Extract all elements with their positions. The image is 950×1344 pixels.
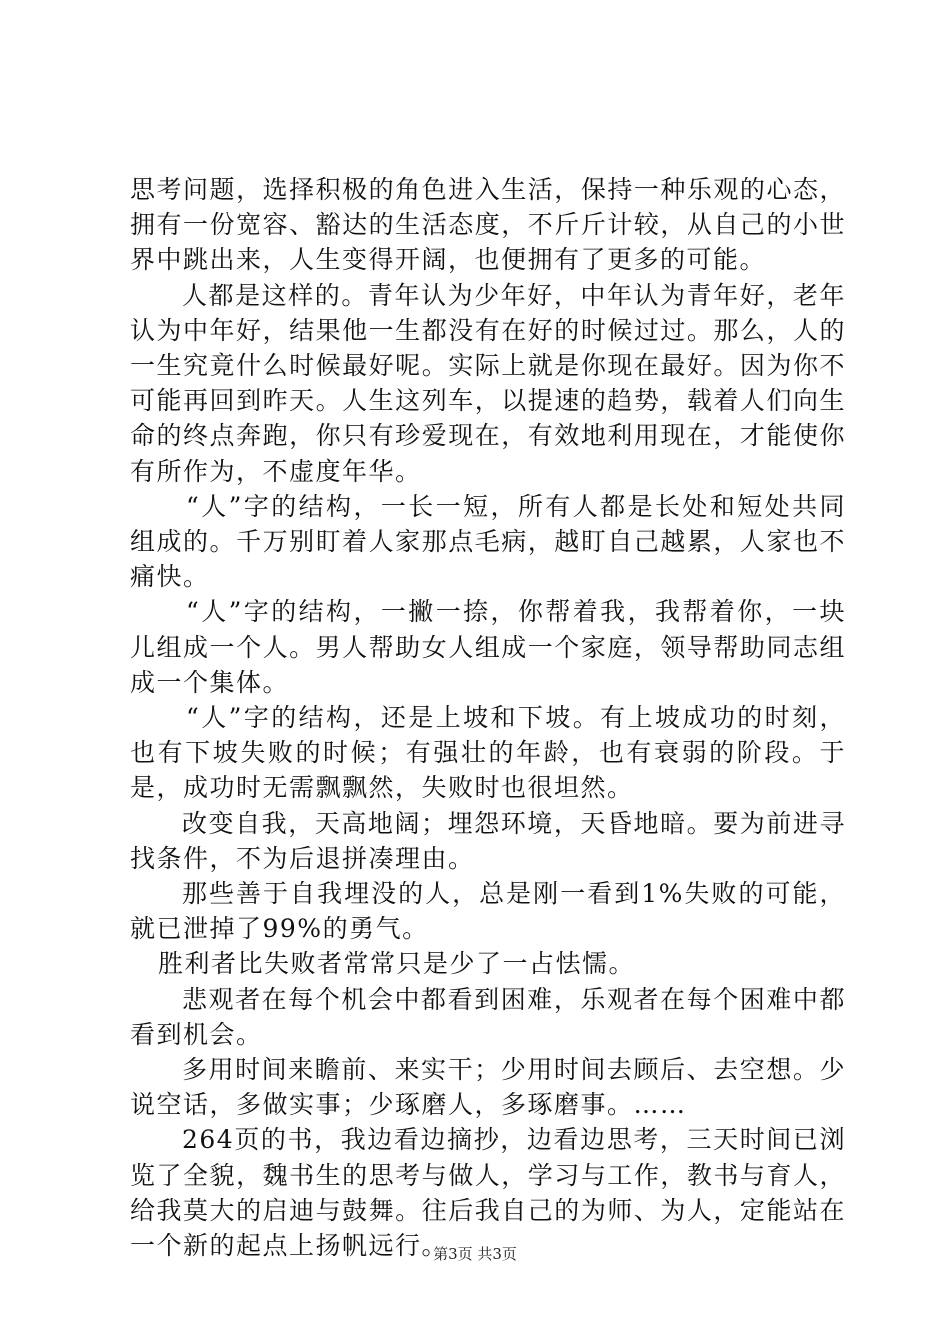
paragraph: 悲观者在每个机会中都看到困难，乐观者在每个困难中都看到机会。 <box>130 984 846 1049</box>
paragraph: 人都是这样的。青年认为少年好，中年认为青年好，老年认为中年好，结果他一生都没有在好的时候过过。那么，人的一生究竟什么时候最好呢。实际上就是你现在最好。因为你不可能再回到昨天。人生这列车，以提速的趋势，载着人们向生命的终点奔跑，你只有珍爱现在，有效地利用现在，才能使你有所作为，不虚度年华。 <box>130 280 846 486</box>
document-body <box>130 172 846 1263</box>
page-footer <box>0 1244 950 1264</box>
paragraph: 那些善于自我埋没的人，总是刚一看到1%失败的可能，就已泄掉了99%的勇气。 <box>130 879 846 944</box>
paragraph: 改变自我，天高地阔；埋怨环境，天昏地暗。要为前进寻找条件，不为后退拼凑理由。 <box>130 808 846 873</box>
paragraph: 264页的书，我边看边摘抄，边看边思考，三天时间已浏览了全貌，魏书生的思考与做人，学习与工作，教书与育人，给我莫大的启迪与鼓舞。往后我自己的为师、为人，定能站在一个新的起点上扬帆远行。 <box>130 1125 846 1261</box>
page-number: 第3页 共3页 <box>433 1245 517 1263</box>
paragraph: “人”字的结构，一撇一捺，你帮着我，我帮着你，一块儿组成一个人。男人帮助女人组成一个家庭，领导帮助同志组成一个集体。 <box>130 597 846 697</box>
paragraph: 胜利者比失败者常常只是少了一占怯懦。 <box>158 949 636 979</box>
paragraph: 思考问题，选择积极的角色进入生活，保持一种乐观的心态，拥有一份宽容、豁达的生活态度，不斤斤计较，从自己的小世界中跳出来，人生变得开阔，也便拥有了更多的可能。 <box>130 175 846 275</box>
paragraph: “人”字的结构，还是上坡和下坡。有上坡成功的时刻，也有下坡失败的时候；有强壮的年龄，也有衰弱的阶段。于是，成功时无需飘飘然，失败时也很坦然。 <box>130 703 846 803</box>
paragraph: “人”字的结构，一长一短，所有人都是长处和短处共同组成的。千万别盯着人家那点毛病，越盯自己越累，人家也不痛快。 <box>130 491 846 592</box>
paragraph: 多用时间来瞻前、来实干；少用时间去顾后、去空想。少说空话，多做实事；少琢磨人，多琢磨事。…… <box>130 1055 846 1120</box>
